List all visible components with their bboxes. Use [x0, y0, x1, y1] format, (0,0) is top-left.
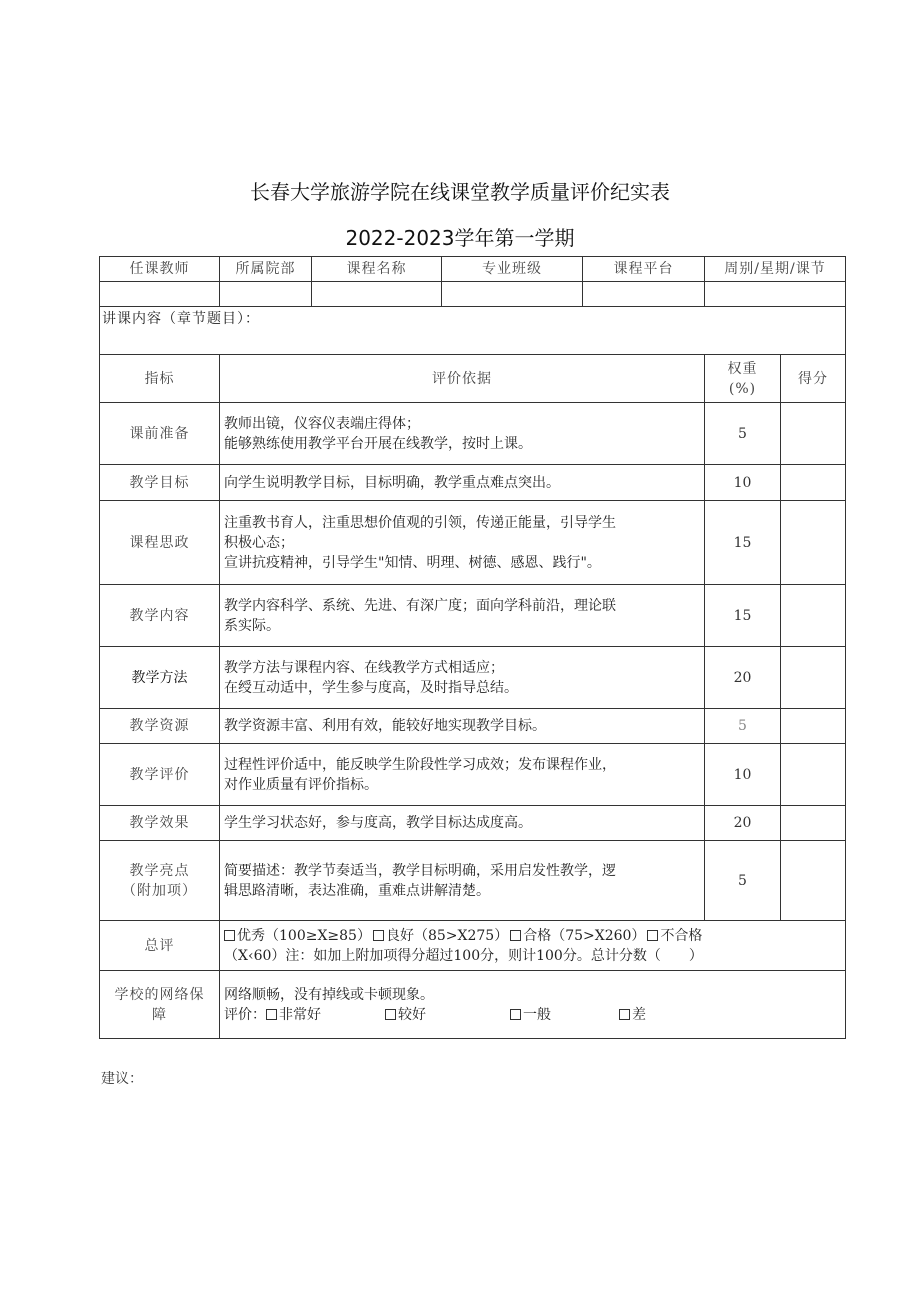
document-title: 长春大学旅游学院在线课堂教学质量评价纪实表 [250, 180, 670, 204]
basis-line: 教学方法与课程内容、在线教学方式相适应； [224, 659, 504, 676]
network-description: 网络顺畅，没有掉线或卡顿现象。 [224, 986, 434, 1003]
fail-checkbox[interactable] [647, 930, 658, 941]
lecture-content-label: 讲课内容（章节题目）： [102, 311, 260, 327]
criteria-basis [219, 465, 704, 500]
criteria-basis [219, 744, 704, 805]
criteria-weight: 15 [704, 501, 780, 584]
header-class: 专业班级 [441, 257, 582, 281]
table-input-row [100, 281, 845, 306]
criteria-row-effect [100, 805, 845, 840]
college-field[interactable] [219, 282, 311, 306]
poor-label: 差 [632, 1006, 646, 1023]
header-platform: 课程平台 [582, 257, 704, 281]
criteria-basis [219, 806, 704, 840]
column-score: 得分 [780, 355, 845, 402]
good-checkbox[interactable] [373, 930, 384, 941]
basis-line: 系实际。 [224, 617, 280, 634]
criteria-row-method [100, 646, 845, 708]
course-field[interactable] [311, 282, 441, 306]
column-basis: 评价依据 [219, 355, 704, 402]
average-label: 一般 [523, 1006, 551, 1023]
criteria-row-preparation [100, 402, 845, 464]
column-weight-line2: (%) [728, 380, 757, 397]
criteria-basis [219, 501, 704, 584]
advice-label: 建议： [101, 1071, 143, 1087]
basis-line: 教学资源丰富、利用有效，能较好地实现教学目标。 [224, 718, 546, 734]
score-field[interactable] [780, 647, 845, 708]
criteria-row-highlights [100, 840, 845, 920]
basis-line: 在绶互动适中，学生参与度高，及时指导总结。 [224, 679, 518, 696]
score-field[interactable] [780, 501, 845, 584]
criteria-weight: 20 [704, 647, 780, 708]
column-weight [704, 355, 780, 402]
teacher-field[interactable] [100, 282, 219, 306]
network-eval-label: 评价： [224, 1006, 266, 1023]
basis-line: 对作业质量有评价指标。 [224, 776, 378, 793]
fail-label: 不合格 [660, 927, 703, 944]
basis-line: 辑思路清晰，表达准确，重难点讲解清楚。 [224, 882, 490, 899]
network-row [100, 970, 845, 1038]
criteria-row-evaluation [100, 743, 845, 805]
criteria-row-goal [100, 464, 845, 500]
network-label [100, 971, 219, 1038]
class-field[interactable] [441, 282, 582, 306]
criteria-weight: 10 [704, 465, 780, 500]
header-college: 所属院部 [219, 257, 311, 281]
week-field[interactable] [704, 282, 845, 306]
column-indicator: 指标 [144, 370, 175, 387]
criteria-basis [219, 647, 704, 708]
criteria-basis [219, 585, 704, 646]
criteria-weight: 10 [704, 744, 780, 805]
network-label-line2: 障 [152, 1006, 167, 1023]
criteria-weight: 5 [704, 841, 780, 920]
summary-note: （X‹60）注：如加上附加项得分超过100分，则计100分。总计分数（ ） [224, 947, 703, 964]
criteria-basis [219, 403, 704, 464]
criteria-row-ideology [100, 500, 845, 584]
criteria-weight: 5 [704, 709, 780, 743]
semester-subtitle: 2022-2023学年第一学期 [345, 226, 575, 250]
criteria-name-line1: 教学亮点 [129, 862, 190, 879]
criteria-name [100, 841, 219, 920]
basis-line: 教学内容科学、系统、先进、有深广度；面向学科前沿，理论联 [224, 597, 616, 614]
table-header-row [100, 257, 845, 281]
summary-options-line [224, 926, 841, 946]
score-field[interactable] [780, 841, 845, 920]
criteria-row-resources [100, 708, 845, 743]
score-field[interactable] [780, 806, 845, 840]
criteria-weight: 5 [704, 403, 780, 464]
average-checkbox[interactable] [510, 1009, 521, 1020]
basis-line: 宣讲抗疫精神，引导学生"知情、明理、树德、感恩、践行"。 [224, 554, 601, 571]
score-field[interactable] [780, 709, 845, 743]
evaluation-table [99, 256, 846, 1039]
score-field[interactable] [780, 585, 845, 646]
network-label-line1: 学校的网络保 [114, 986, 205, 1003]
poor-checkbox[interactable] [619, 1009, 630, 1020]
good-label: 良好（85>X275） [385, 927, 509, 944]
header-course: 课程名称 [311, 257, 441, 281]
basis-line: 向学生说明教学目标，目标明确，教学重点难点突出。 [224, 474, 560, 491]
basis-line: 注重教书育人，注重思想价值观的引领，传递正能量，引导学生 [224, 514, 616, 531]
criteria-basis [219, 841, 704, 920]
lecture-content-row[interactable] [100, 306, 845, 354]
criteria-name: 教学方法 [131, 669, 188, 686]
very-good-label: 非常好 [279, 1006, 321, 1023]
criteria-name: 教学资源 [129, 718, 190, 734]
summary-options [219, 921, 845, 970]
criteria-basis [219, 709, 704, 743]
criteria-name: 教学效果 [129, 815, 190, 831]
fairly-good-checkbox[interactable] [385, 1009, 396, 1020]
score-field[interactable] [780, 465, 845, 500]
criteria-name-line2: （附加项） [122, 882, 197, 899]
header-teacher: 任课教师 [129, 261, 190, 277]
column-weight-line1: 权重 [727, 360, 758, 377]
criteria-name: 教学内容 [129, 607, 190, 624]
criteria-header-row [100, 354, 845, 402]
basis-line: 积极心态； [224, 534, 294, 551]
excellent-label: 优秀（100≥X≥85） [237, 927, 371, 944]
fairly-good-label: 较好 [398, 1006, 426, 1023]
basis-line: 学生学习状态好，参与度高，教学目标达成度高。 [224, 815, 532, 831]
score-field[interactable] [780, 744, 845, 805]
criteria-name: 教学评价 [129, 766, 190, 783]
criteria-name: 课前准备 [129, 425, 190, 442]
pass-label: 合格（75>X260） [523, 927, 646, 944]
summary-row [100, 920, 845, 970]
pass-checkbox[interactable] [510, 930, 521, 941]
network-content [219, 971, 845, 1038]
excellent-checkbox[interactable] [224, 930, 235, 941]
criteria-weight: 20 [704, 806, 780, 840]
platform-field[interactable] [582, 282, 704, 306]
header-week: 周别/星期/课节 [704, 257, 845, 281]
criteria-name: 教学目标 [129, 474, 190, 491]
basis-line: 过程性评价适中，能反映学生阶段性学习成效；发布课程作业， [224, 756, 616, 773]
criteria-name: 课程思政 [129, 534, 190, 551]
very-good-checkbox[interactable] [266, 1009, 277, 1020]
score-field[interactable] [780, 403, 845, 464]
network-evaluation [224, 1005, 841, 1025]
summary-label: 总评 [144, 937, 175, 954]
criteria-row-content [100, 584, 845, 646]
criteria-weight: 15 [704, 585, 780, 646]
basis-line: 教师出镜，仪容仪表端庄得体； [224, 415, 420, 432]
basis-line: 能够熟练使用教学平台开展在线教学，按时上课。 [224, 435, 532, 452]
basis-line: 简要描述：教学节奏适当，教学目标明确，采用启发性教学，逻 [224, 862, 616, 879]
